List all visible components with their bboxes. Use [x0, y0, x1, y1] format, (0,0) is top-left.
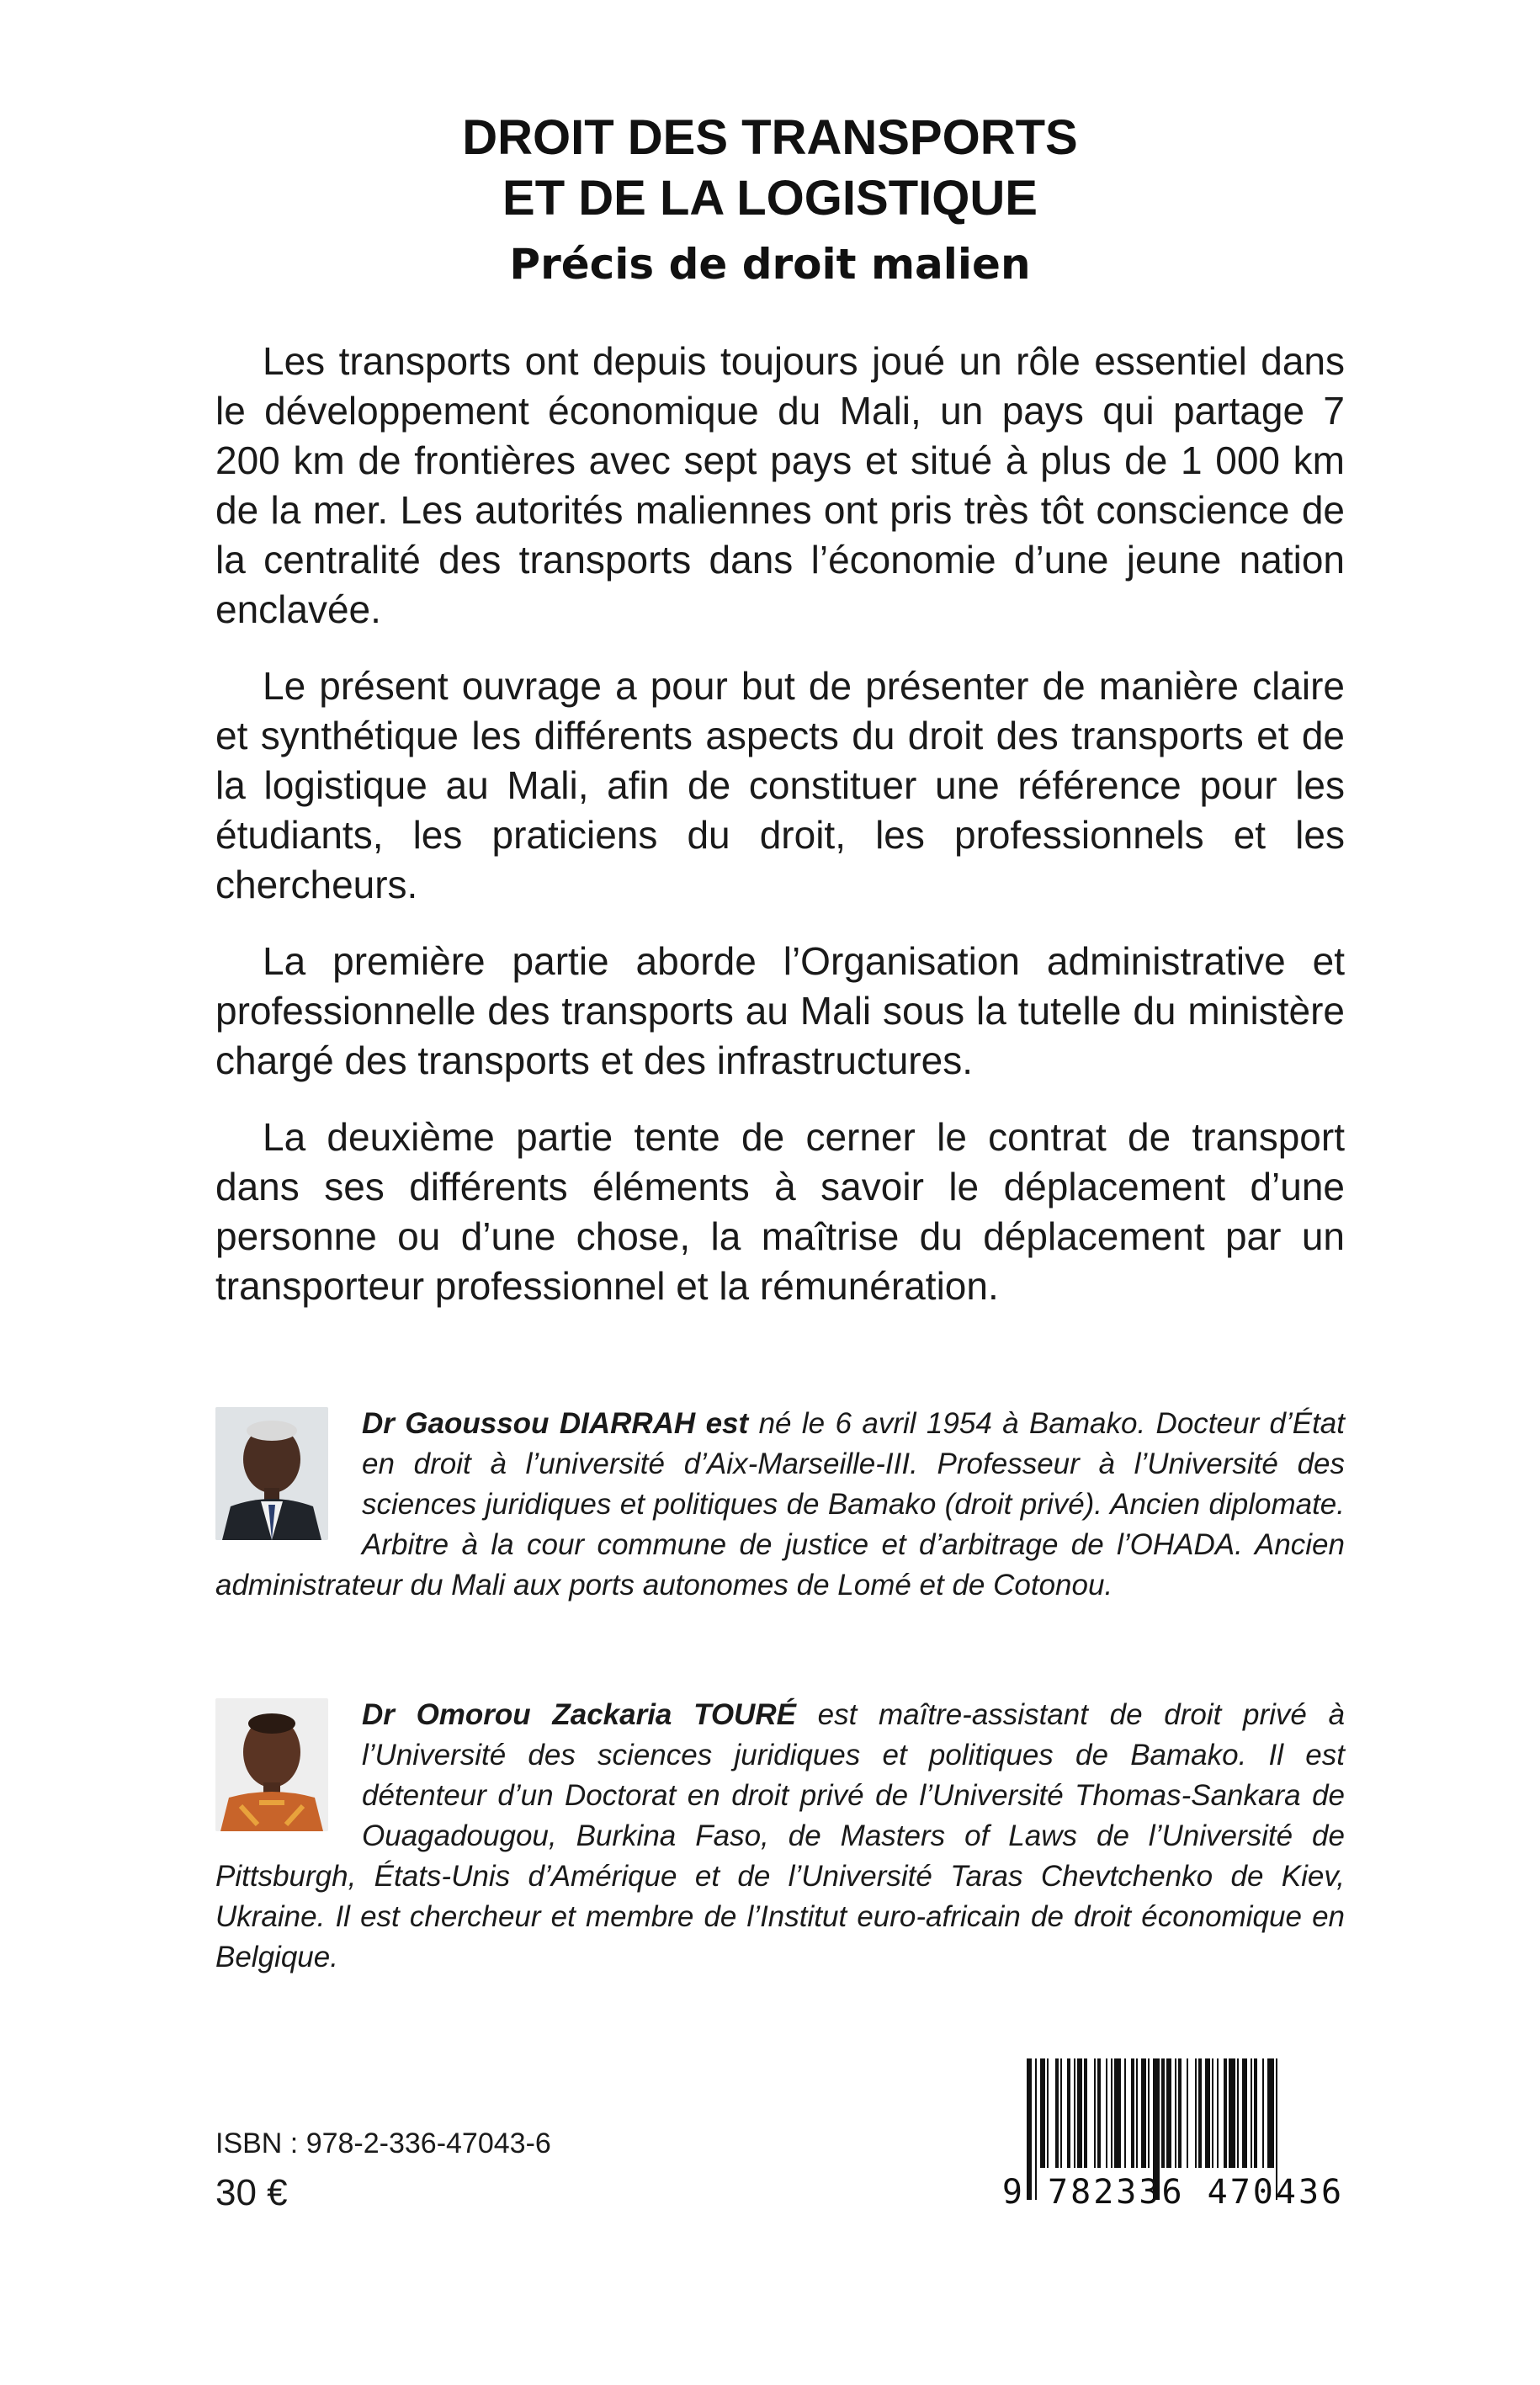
paragraph: Le présent ouvrage a pour but de présenter de manière claire et synthétique les différents aspects du droit des transports et de la logistique au Mali, afin de constituer une référence pour les étudiants, les praticiens du droit, les professionnels et les chercheurs.: [215, 664, 1345, 906]
paragraph: La deuxième partie tente de cerner le contrat de transport dans ses différents éléments à savoir le déplacement d’une personne ou d’une chose, la maîtrise du déplacement par un transporteur professionnel et la rémunération.: [215, 1115, 1345, 1308]
paragraph: Les transports ont depuis toujours joué un rôle essentiel dans le développement économique du Mali, un pays qui partage 7 200 km de frontières avec sept pays et situé à plus de 1 000 km de la mer. Les autorités maliennes ont pris très tôt conscience de la centralité des transports dans l’économie d’une jeune nation enclavée.: [215, 339, 1345, 631]
author-name: Dr Omorou Zackaria TOURÉ: [362, 1698, 796, 1731]
author-block-toure: [215, 1695, 1345, 1978]
title-line-2: ET DE LA LOGISTIQUE: [502, 171, 1038, 226]
author-bio-text: est maître-assistant de droit privé à l’Université des sciences juridiques et politiques de Bamako. Il est détenteur d’un Doctorat en droit privé de l’Université Thomas-Sankara de Ouagadougou, Burkina Faso, de Masters of Laws de l’Université de Pittsburgh, États-Unis d’Amérique et de l’Université Taras Chevtchenko de Kiev, Ukraine. Il est chercheur et membre de l’Institut euro-africain de droit économique en Belgique.: [215, 1698, 1346, 1973]
author-photo-toure: [215, 1698, 328, 1831]
author-block-diarrah: [215, 1404, 1345, 1606]
isbn-label: ISBN : 978-2-336-47043-6: [215, 2127, 551, 2159]
author-name: Dr Gaoussou DIARRAH est: [362, 1407, 749, 1440]
summary-text: [215, 337, 1345, 1338]
title-block: [0, 108, 1540, 296]
paragraph: La première partie aborde l’Organisation administrative et professionnelle des transports au Mali sous la tutelle du ministère chargé des transports et des infrastructures.: [215, 939, 1345, 1082]
title-line-1: DROIT DES TRANSPORTS: [462, 110, 1078, 165]
author-photo-diarrah: [215, 1407, 328, 1540]
barcode-digits: 9 782336 470436: [1001, 2173, 1345, 2212]
portrait-image: [215, 1698, 328, 1831]
author-bio: [215, 1695, 1345, 1978]
price-label: 30 €: [215, 2172, 288, 2213]
portrait-image: [215, 1407, 328, 1540]
author-bio-text: né le 6 avril 1954 à Bamako. Docteur d’État en droit à l’université d’Aix-Marseille-III. Professeur à l’Université des sciences juridiques et politiques de Bamako (droit privé). Ancien diplomate. Arbitre à la cour commune de justice et d’arbitrage de l’OHADA. Ancien administrateur du Mali aux ports autonomes de Lomé et de Cotonou.: [215, 1407, 1345, 1602]
subtitle: Précis de droit malien: [509, 240, 1031, 289]
author-bio: [215, 1404, 1345, 1606]
